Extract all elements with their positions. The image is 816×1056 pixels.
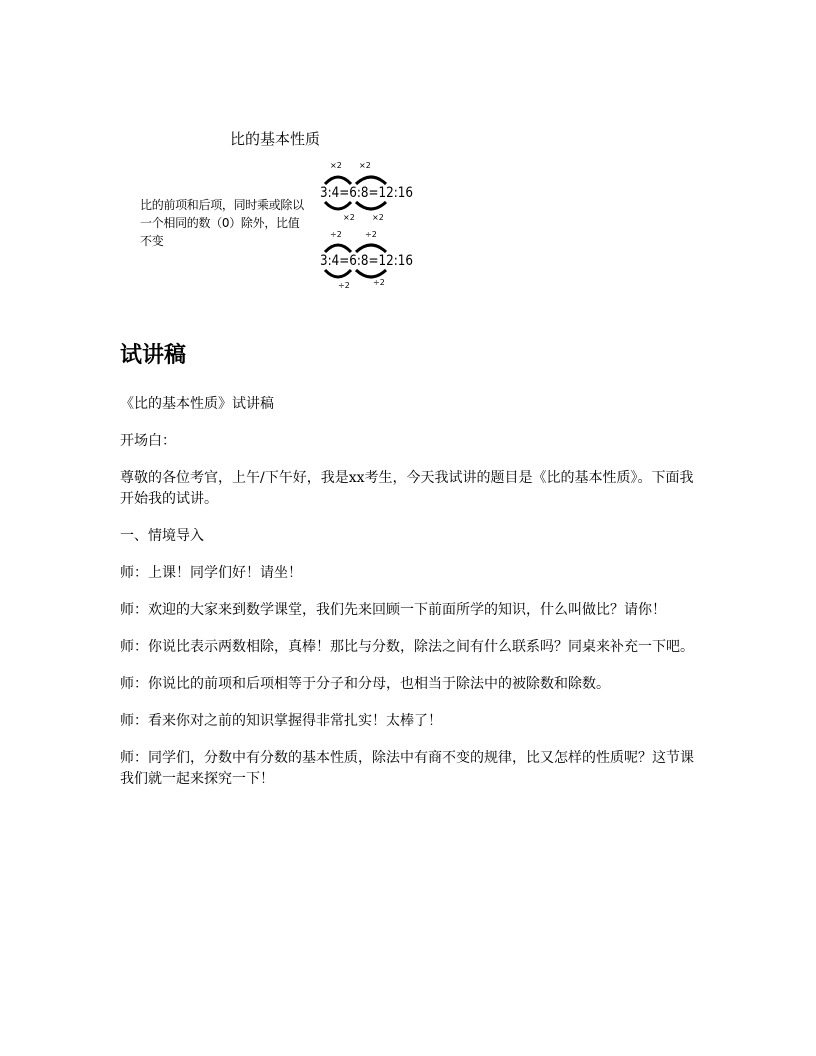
multiply-bottom-arc-1 bbox=[325, 202, 351, 209]
paragraph: 师：上课！同学们好！请坐！ bbox=[120, 565, 302, 581]
figure-rule-text: 比的前项和后项，同时乘或除以一个相同的数（0）除外，比值不变 bbox=[140, 198, 304, 248]
paragraph: 师：欢迎的大家来到数学课堂，我们先来回顾一下前面所学的知识，什么叫做比？请你！ bbox=[120, 602, 666, 618]
divide-top-arc-1 bbox=[325, 245, 351, 252]
divide-bottom-label-2: ÷2 bbox=[373, 278, 385, 287]
paragraph: 师：你说比表示两数相除，真棒！那比与分数，除法之间有什么联系吗？同桌来补充一下吧。 bbox=[120, 639, 694, 655]
multiply-bottom-label-2: ×2 bbox=[372, 213, 384, 222]
multiply-bottom-label-1: ×2 bbox=[343, 213, 355, 222]
divide-bottom-label-1: ÷2 bbox=[338, 281, 350, 290]
multiply-top-label-1: ×2 bbox=[330, 161, 342, 170]
multiply-equation: 3:4=6:8=12:16 bbox=[320, 185, 414, 201]
page-title: 试讲稿 bbox=[120, 343, 187, 368]
paragraph: 师：同学们，分数中有分数的基本性质，除法中有商不变的规律，比又怎样的性质呢？这节课我们就一起来探究一下！ bbox=[120, 750, 694, 787]
paragraph: 师：看来你对之前的知识掌握得非常扎实！太棒了！ bbox=[120, 713, 442, 729]
multiply-top-label-2: ×2 bbox=[359, 161, 371, 170]
multiply-top-arc-1 bbox=[325, 177, 351, 184]
paragraph: 《比的基本性质》试讲稿 bbox=[120, 396, 274, 412]
document-body bbox=[120, 394, 698, 806]
multiply-top-arc-2 bbox=[356, 177, 386, 184]
divide-top-arc-2 bbox=[356, 245, 386, 252]
figure-title: 比的基本性质 bbox=[230, 130, 321, 148]
ratio-property-figure bbox=[130, 120, 430, 295]
ratio-diagram bbox=[315, 158, 425, 293]
paragraph: 尊敬的各位考官，上午/下午好，我是xx考生，今天我试讲的题目是《比的基本性质》。下面我开始我的试讲。 bbox=[120, 470, 694, 507]
divide-bottom-arc-1 bbox=[325, 270, 351, 277]
paragraph: 开场白： bbox=[120, 433, 176, 449]
section-heading: 一、情境导入 bbox=[120, 528, 204, 544]
divide-top-label-2: ÷2 bbox=[365, 230, 377, 239]
divide-bottom-arc-2 bbox=[356, 270, 386, 277]
divide-top-label-1: ÷2 bbox=[330, 230, 342, 239]
paragraph: 师：你说比的前项和后项相等于分子和分母，也相当于除法中的被除数和除数。 bbox=[120, 676, 610, 692]
multiply-bottom-arc-2 bbox=[356, 202, 386, 209]
divide-equation: 3:4=6:8=12:16 bbox=[320, 253, 414, 269]
